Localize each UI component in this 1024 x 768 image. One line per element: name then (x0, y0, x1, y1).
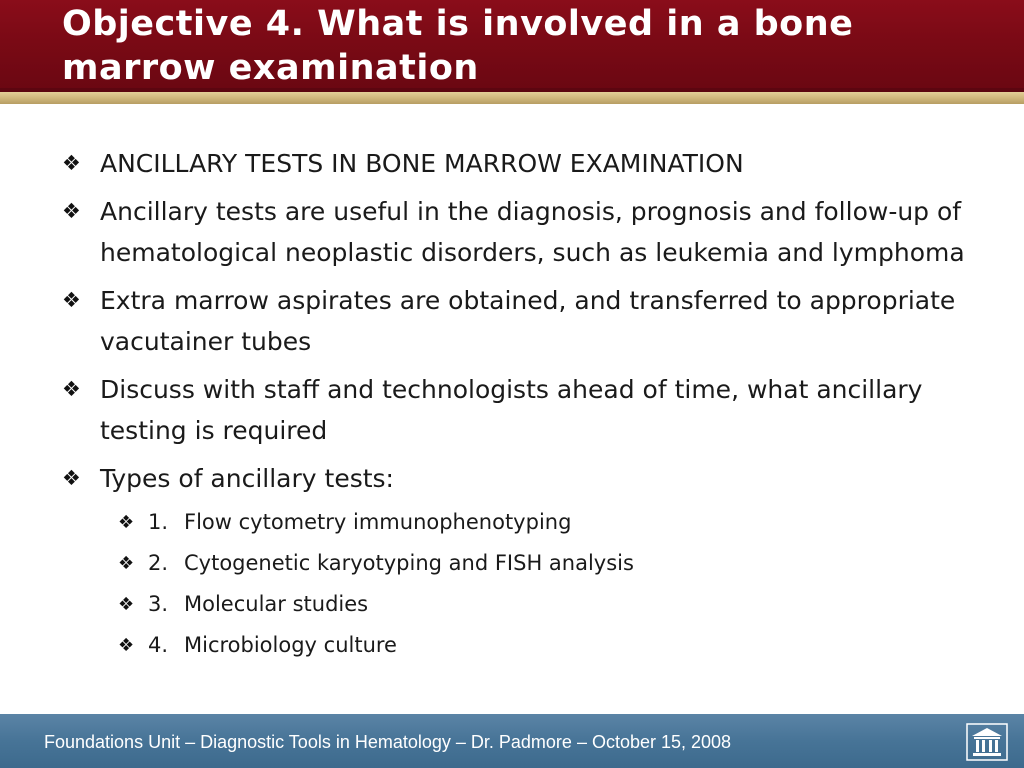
sub-bullet-number: 4. (148, 633, 169, 657)
diamond-bullet-icon: ❖ (62, 466, 81, 490)
title-bar (0, 0, 1024, 92)
bullet-text: Ancillary tests are useful in the diagnosis, prognosis and follow-up of hematological neoplastic disorders, such as leukemia and lymphoma (100, 197, 965, 267)
sub-bullet-text: Molecular studies (184, 592, 369, 616)
bullet-text: Types of ancillary tests: (100, 464, 394, 493)
sub-bullet-number: 1. (148, 510, 169, 534)
sub-bullet-item (118, 588, 990, 621)
slide-content (60, 143, 990, 670)
diamond-bullet-icon: ❖ (118, 594, 135, 615)
bullet-item (60, 280, 990, 362)
diamond-bullet-icon: ❖ (118, 512, 135, 533)
bullet-item (60, 369, 990, 451)
bullet-item (60, 143, 990, 184)
diamond-bullet-icon: ❖ (62, 377, 81, 401)
sub-bullet-item (118, 629, 990, 662)
footer-text: Foundations Unit – Diagnostic Tools in Hematology – Dr. Padmore – October 15, 2008 (44, 732, 732, 752)
sub-bullet-text: Microbiology culture (184, 633, 397, 657)
sub-bullet-item (118, 506, 990, 539)
slide-title: Objective 4. What is involved in a bone marrow examination (62, 4, 854, 88)
bullet-text: Extra marrow aspirates are obtained, and transferred to appropriate vacutainer tubes (100, 286, 956, 356)
sub-bullet-text: Flow cytometry immunophenotyping (184, 510, 572, 534)
sub-bullet-number: 3. (148, 592, 169, 616)
bullet-item (60, 191, 990, 273)
sub-bullet-number: 2. (148, 551, 169, 575)
bullet-text: ANCILLARY TESTS IN BONE MARROW EXAMINATION (100, 149, 744, 178)
bullet-text: Discuss with staff and technologists ahead of time, what ancillary testing is required (100, 375, 923, 445)
sub-bullet-text: Cytogenetic karyotyping and FISH analysis (184, 551, 634, 575)
diamond-bullet-icon: ❖ (62, 199, 81, 223)
sub-bullet-item (118, 547, 990, 580)
diamond-bullet-icon: ❖ (118, 553, 135, 574)
diamond-bullet-icon: ❖ (62, 288, 81, 312)
diamond-bullet-icon: ❖ (118, 635, 135, 656)
bullet-item (60, 458, 990, 499)
footer-bar (0, 714, 1024, 768)
university-building-icon (966, 723, 1008, 761)
gold-stripe (0, 92, 1024, 104)
diamond-bullet-icon: ❖ (62, 151, 81, 175)
